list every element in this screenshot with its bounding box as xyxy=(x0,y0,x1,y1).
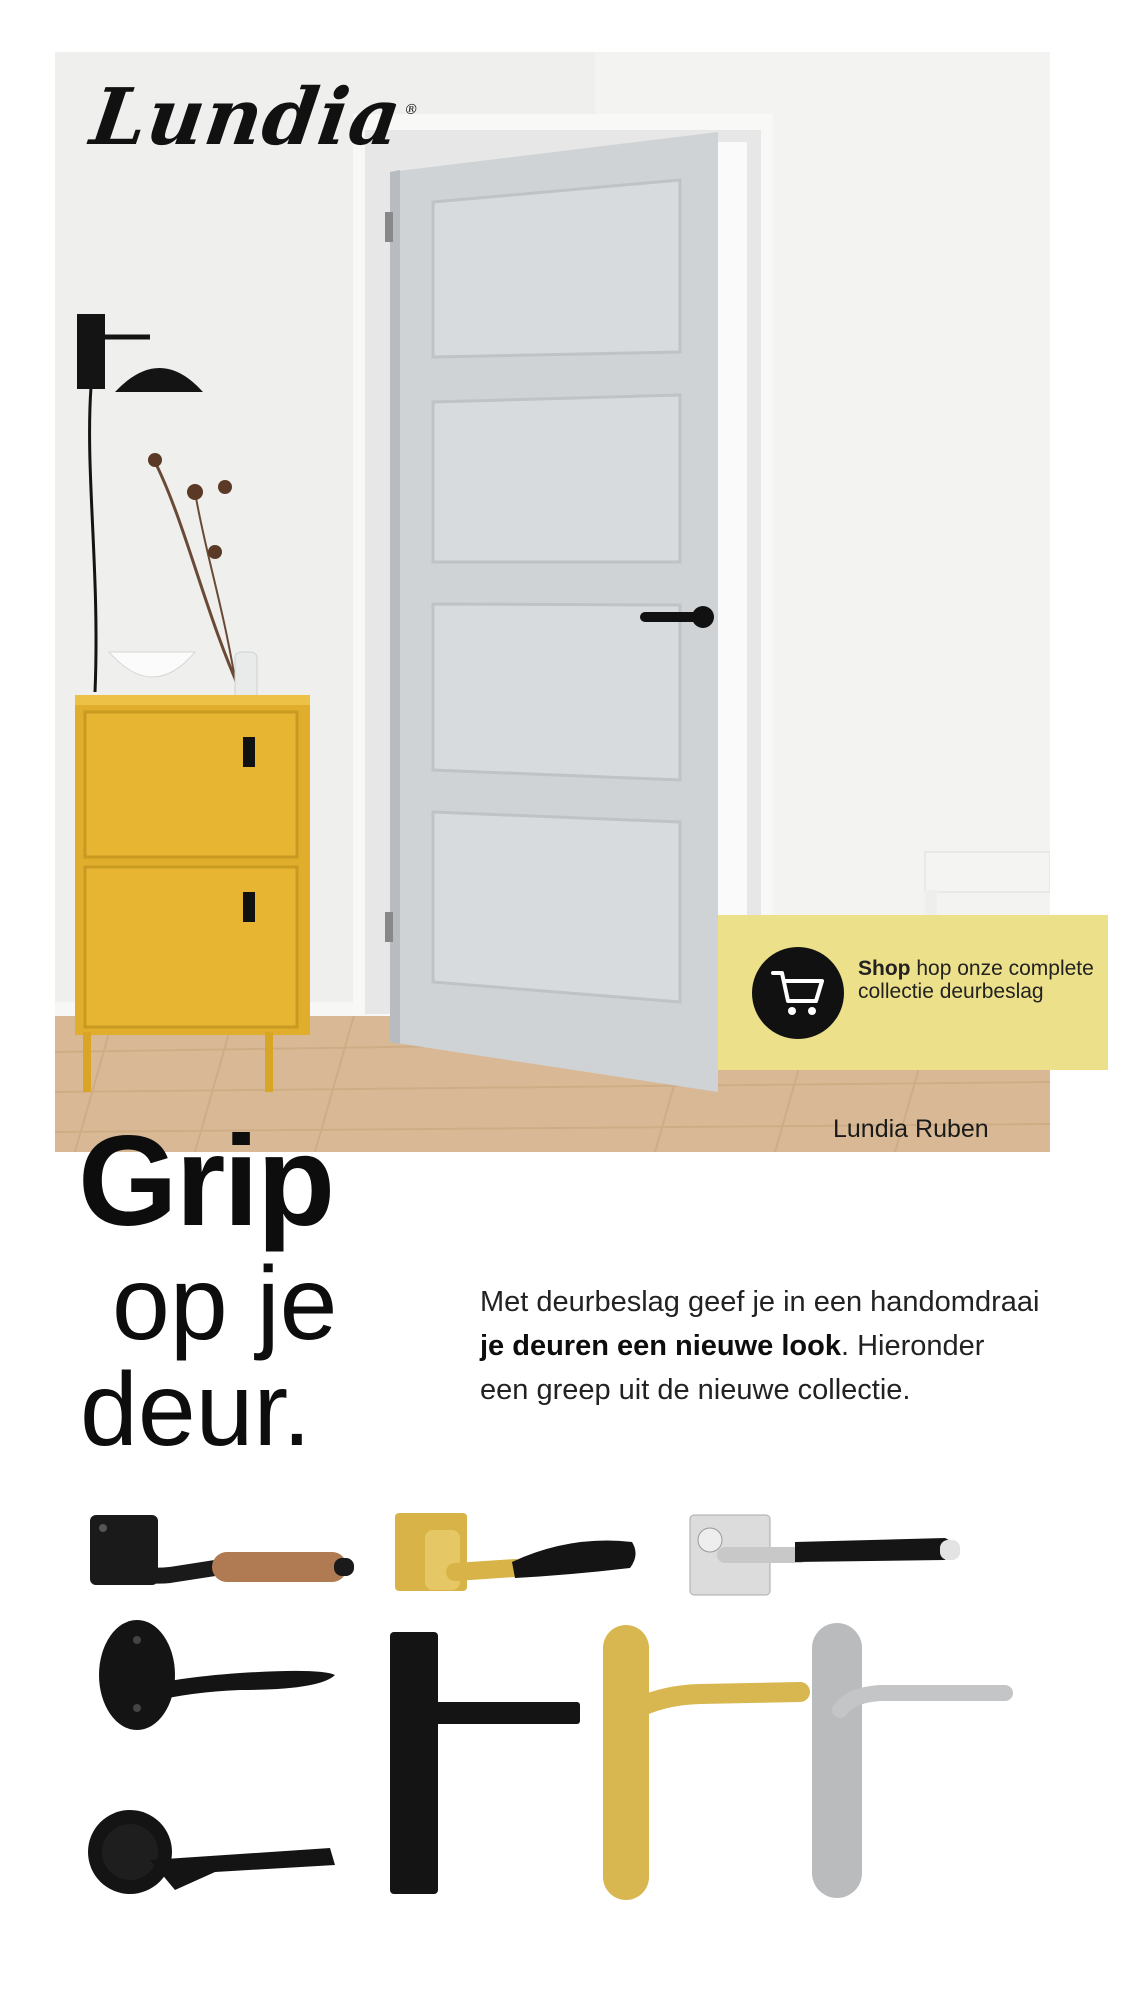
shop-description: hop onze complete collectie deurbeslag xyxy=(858,957,1094,1003)
shop-banner-text xyxy=(858,957,1098,1003)
intro-bold: je deuren een nieuwe look xyxy=(480,1330,841,1362)
hero-caption: Lundia Ruben xyxy=(833,1115,989,1143)
headline-deur: deur. xyxy=(80,1352,312,1468)
handle-black-wood[interactable] xyxy=(90,1515,354,1585)
intro-text-1: Met deurbeslag geef je in een handomdraai xyxy=(480,1286,1040,1318)
headline-op-je: op je xyxy=(112,1246,338,1362)
handle-black-long-plate[interactable] xyxy=(390,1632,580,1894)
cart-button[interactable] xyxy=(752,947,844,1039)
intro-paragraph xyxy=(480,1280,1040,1412)
shop-banner[interactable] xyxy=(718,915,1108,1070)
handle-chrome-black[interactable] xyxy=(690,1515,960,1595)
shopping-cart-icon xyxy=(770,967,826,1019)
handle-black-oval-rose[interactable] xyxy=(99,1620,335,1730)
handle-brass-black[interactable] xyxy=(395,1513,636,1591)
intro-text-2: . Hieronder een greep uit de nieuwe collectie. xyxy=(480,1330,985,1406)
logo-text: Lundia xyxy=(85,72,408,163)
door-handle-products xyxy=(0,1480,1125,2000)
handle-brass-long-plate[interactable] xyxy=(603,1625,800,1900)
shop-bold-label: Shop xyxy=(858,957,911,980)
headline-grip: Grip xyxy=(78,1110,334,1253)
brand-logo xyxy=(86,72,425,163)
registered-mark: ® xyxy=(402,102,421,118)
handle-steel-long-plate[interactable] xyxy=(812,1623,1005,1898)
handle-black-round-rose[interactable] xyxy=(88,1810,335,1894)
